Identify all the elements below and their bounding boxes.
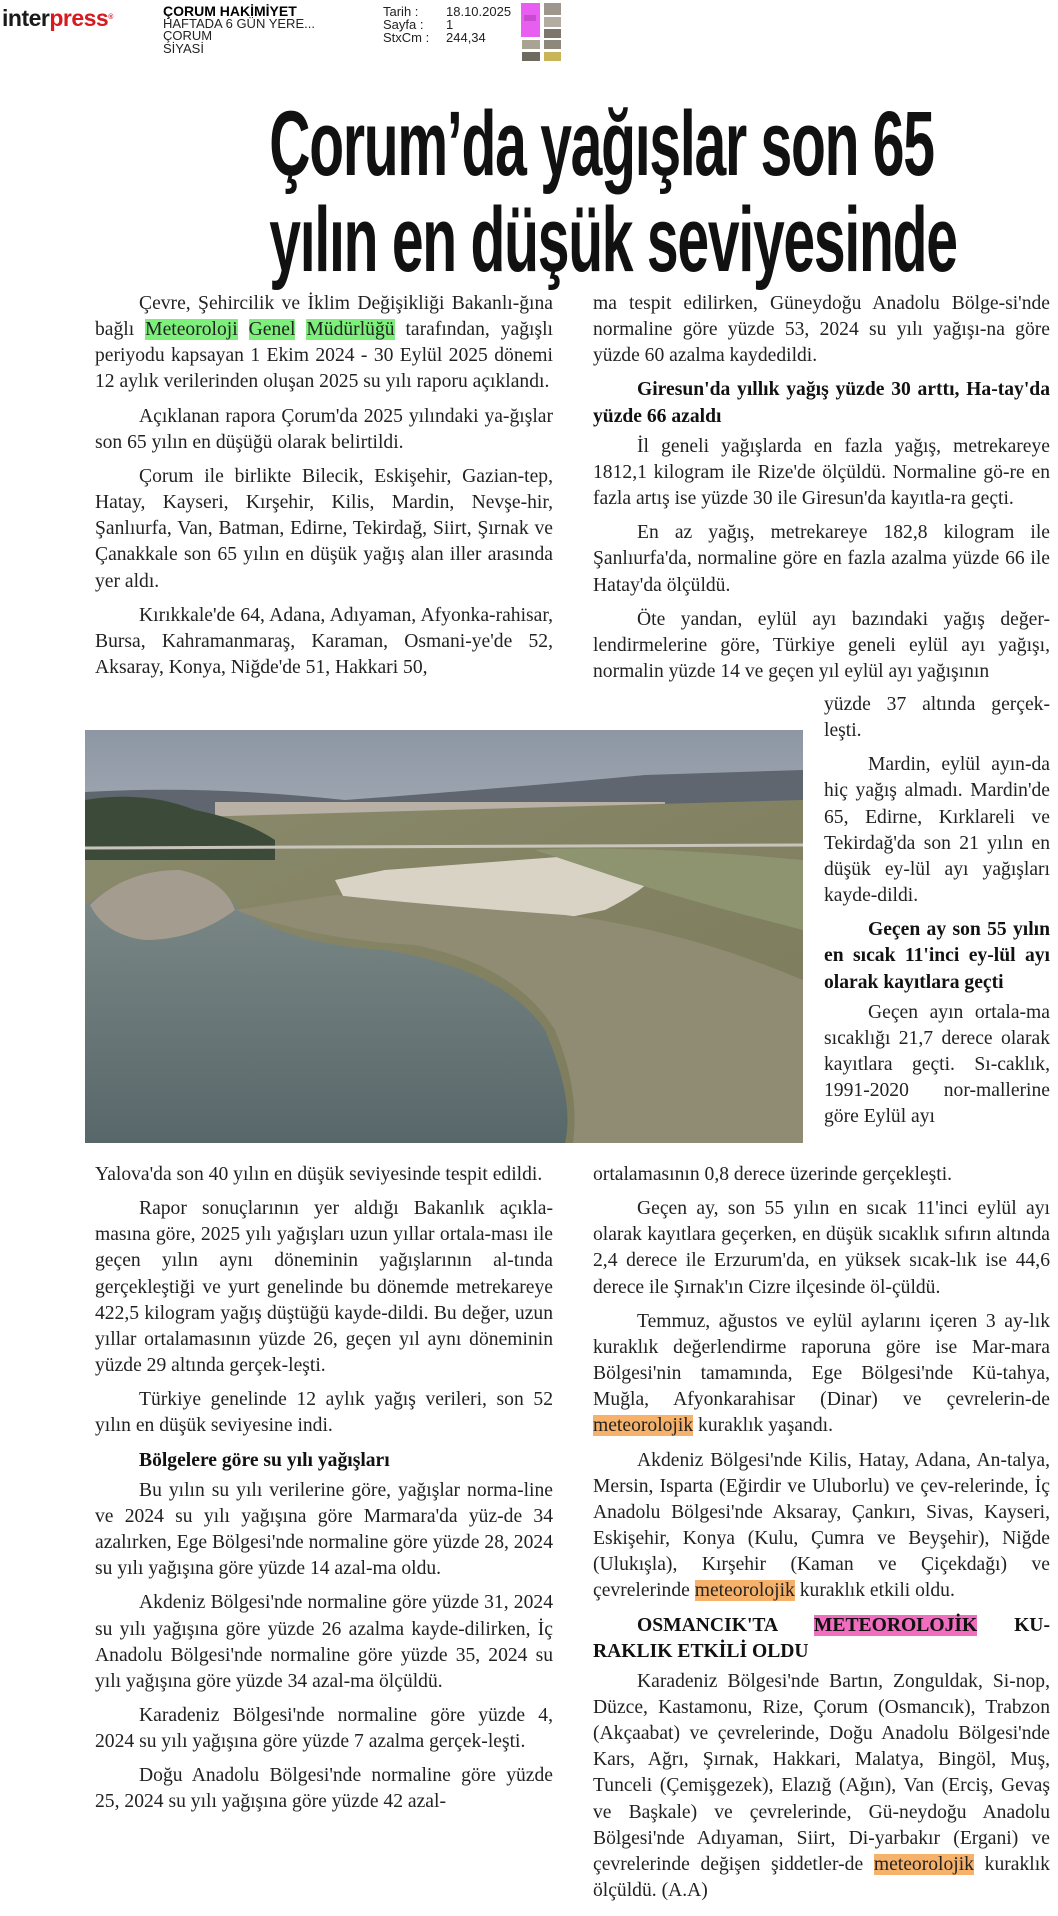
highlight-term: meteorolojik (873, 1853, 974, 1875)
clipping-header (0, 0, 1058, 66)
paragraph: Geçen ayın ortala-ma sıcaklığı 21,7 derece olarak kayıtlara geçti. Sı-caklık, 1991-2020 nor-mallerine göre Eylül ayı (824, 1001, 1050, 1128)
article-headline (85, 93, 1055, 291)
thumbnail-photo (522, 52, 540, 61)
left-column-top (95, 291, 553, 689)
meta-label: Sayfa : (383, 17, 424, 32)
subheading: Giresun'da yıllık yağış yüzde 30 arttı, Ha-tay'da yüzde 66 azaldı (593, 379, 1050, 427)
meta-label: StxCm : (383, 30, 430, 45)
paragraph: Açıklanan rapora Çorum'da 2025 yılındaki ya-ğışlar son 65 yılın en düşüğü olarak belirtildi. (95, 405, 553, 453)
paragraph: En az yağış, metrekareye 182,8 kilogram ile Şanlıurfa'da, normaline göre en fazla azalma yüzde 66 ile Hatay'da ölçüldü. (593, 522, 1050, 596)
headline-line-2: yılın en düşük seviyesinde (269, 189, 957, 291)
thumbnail-photo (522, 40, 540, 49)
subheading: Bölgelere göre su yılı yağışları (139, 1449, 390, 1471)
text-run: Çevre, Şehircilik ve İklim Değişikliği Bakanlı-ğına bağlı (95, 293, 553, 341)
subheading: Geçen ay son 55 yılın en sıcak 11'inci ey-lül ayı olarak kayıtlara geçti (824, 919, 1050, 993)
meta-value: 18.10.2025 (446, 4, 512, 19)
meta-value: 1 (446, 17, 454, 32)
publication-info (163, 5, 315, 55)
text-run: kuraklık ölçüldü. (A.A) (593, 1853, 1050, 1902)
article-photo (85, 730, 803, 1143)
thumbnail-photo (544, 40, 561, 49)
highlight-term: Meteoroloji (145, 319, 238, 341)
highlight-term: meteorolojik (593, 1415, 694, 1437)
clipping-meta (383, 5, 511, 44)
text-run: KU-RAKLIK ETKİLİ OLDU (593, 1614, 1050, 1662)
meta-value: 244,34 (446, 30, 486, 45)
paragraph: Karadeniz Bölgesi'nde normaline göre yüzde 4, 2024 su yılı yağışına göre yüzde 7 azalma gerçek-leşti. (95, 1704, 553, 1753)
subheading (593, 1613, 1050, 1665)
highlight-term: meteorolojik (694, 1580, 795, 1602)
meta-label: Tarih : (383, 4, 419, 19)
paragraph: Öte yandan, eylül ayı bazındaki yağış değer-lendirmelerine göre, Türkiye geneli eylül ayı yağışı, normalin yüzde 14 ve geçen yıl eylül ayı yağışının (593, 608, 1050, 683)
logo-part-press: press (49, 5, 109, 31)
highlight-term: Müdürlüğü (306, 319, 395, 341)
thumbnail-photo (544, 52, 561, 61)
publication-category: SİYASİ (163, 40, 204, 56)
paragraph (593, 1669, 1050, 1904)
page-thumbnail[interactable] (521, 3, 563, 61)
paragraph: yüzde 37 altında gerçek-leşti. (824, 694, 1050, 742)
highlight-term: Genel (248, 319, 296, 341)
paragraph: Bu yılın su yılı verilerine göre, yağışlar norma-line ve 2024 su yılı yağışına göre Marmara'da yüz-de 34 azalırken, Ege Bölgesi'nde normaline göre yüzde 28, 2024 su yılı yağışına göre yüzde 14 azal-ma oldu. (95, 1479, 553, 1580)
paragraph: Geçen ay, son 55 yılın en sıcak 11'inci eylül ayı olarak kayıtlara geçerken, en düşük sıcaklık sıfırın altında 2,4 derece ile Erzurum'da, en yüksek sıcak-lık ise 44,6 derece ile Şırnak'ın Cizre ilçesinde öl-çüldü. (593, 1198, 1050, 1298)
reservoir-photo-illustration (85, 730, 803, 1143)
page-thumbnail-highlight (521, 3, 540, 37)
right-column-narrow (824, 692, 1050, 1131)
text-run: kuraklık yaşandı. (693, 1415, 833, 1437)
text-run: OSMANCIK'TA (637, 1614, 814, 1636)
paragraph: Çorum ile birlikte Bilecik, Eskişehir, Gazian-tep, Hatay, Kayseri, Kırşehir, Kilis, Mardin, Nevşe-hir, Şanlıurfa, Van, Batman, Edirne, Tekirdağ, Siirt, Şırnak ve Çanakkale son 65 yılın en düşük yağış alan iller arasında yer aldı. (95, 465, 553, 592)
text-run: Karadeniz Bölgesi'nde Bartın, Zonguldak, Si-nop, Düzce, Kastamonu, Rize, Çorum (Osmancık), Trabzon (Akçaabat) ve çevrelerinde, Doğu Anadolu Bölgesi'nde Kars, Ağrı, Şırnak, Hakkari, Malatya, Bingöl, Muş, Tunceli (Çemişgezek), Elazığ (Ağın), Van (Erciş, Gevaş ve Başkale) ve çevrelerinde, Gü-neydoğu Anadolu Bölgesi'nde Adıyaman, Siirt, Di-yarbakır (Ergani) ve çevrelerinde değişen şiddetler-de (593, 1670, 1050, 1875)
paragraph: Mardin, eylül ayın-da hiç yağış almadı. Mardin'de 65, Edirne, Kırklareli ve Tekirdağ'da son 21 yılın en düşük ey-lül ayı yağışları kayde-dildi. (824, 754, 1050, 907)
text-run: tarafından, yağışlı periyodu kapsayan 1 Ekim 2024 - 30 Eylül 2025 dönemi 12 aylık verilerinden oluşan 2025 su yılı raporu açıklandı. (95, 319, 553, 393)
right-column-top (593, 291, 1050, 685)
registered-mark: ® (108, 14, 113, 21)
thumbnail-photo (544, 3, 561, 15)
paragraph: Rapor sonuçlarının yer aldığı Bakanlık açıkla-masına göre, 2025 yılı yağışları uzun yıllar ortala-ması ile geçen yılın aynı döneminin yağışlarının al-tında gerçekleştiği ve yurt genelinde bu dönemde metrekareye 422,5 kilogram yağış düştüğü kayde-dildi. Bu değer, uzun yıllar ortalamasının yüzde 26, geçen yıl aynı döneminin yüzde 29 altında gerçek-leşti. (95, 1198, 553, 1377)
paragraph: ortalamasının 0,8 derece üzerinde gerçekleşti. (593, 1164, 953, 1185)
text-run: kuraklık etkili oldu. (794, 1580, 955, 1602)
paragraph: Kırıkkale'de 64, Adana, Adıyaman, Afyonka-rahisar, Bursa, Kahramanmaraş, Karaman, Osmani-ye'de 52, Aksaray, Konya, Niğde'de 51, Hakkari 50, (95, 604, 553, 679)
paragraph (95, 291, 553, 396)
paragraph: İl geneli yağışlarda en fazla yağış, metrekareye 1812,1 kilogram ile Rize'de ölçüldü. Normaline gö-re en fazla artış ise yüzde 30 ile Giresun'da kayıtla-ra geçti. (593, 435, 1050, 510)
paragraph: Akdeniz Bölgesi'nde normaline göre yüzde 31, 2024 su yılı yağışına göre yüzde 26 azalma kayde-dilirken, İç Anadolu Bölgesi'nde normaline göre yüzde 35, 2024 su yılı yağışına göre yüzde 34 azal-ma ölçüldü. (95, 1592, 553, 1692)
publication-name: ÇORUM HAKİMİYET (163, 3, 297, 19)
paragraph: Türkiye genelinde 12 aylık yağış verileri, son 52 yılın en düşük seviyesine indi. (95, 1389, 553, 1437)
highlight-term: METEOROLOJİK (813, 1614, 978, 1636)
thumbnail-photo (544, 17, 561, 27)
paragraph (593, 1309, 1050, 1440)
thumbnail-photo (544, 29, 561, 38)
publication-city: ÇORUM (163, 28, 213, 43)
interpress-logo (2, 6, 113, 30)
publication-frequency: HAFTADA 6 GÜN YERE... (163, 15, 315, 31)
paragraph (593, 1448, 1050, 1605)
paragraph: Yalova'da son 40 yılın en düşük seviyesinde tespit edildi. (95, 1164, 543, 1185)
right-column-bottom (593, 1162, 1050, 1912)
left-column-bottom (95, 1162, 553, 1824)
paragraph: Doğu Anadolu Bölgesi'nde normaline göre yüzde 25, 2024 su yılı yağışına göre yüzde 42 azal- (95, 1765, 553, 1813)
paragraph: ma tespit edilirken, Güneydoğu Anadolu Bölge-si'nde normaline göre yüzde 53, 2024 su yılı yağışı-na göre yüzde 60 azalma kaydedildi. (593, 293, 1050, 367)
text-run: Akdeniz Bölgesi'nde Kilis, Hatay, Adana, An-talya, Mersin, Isparta (Eğirdir ve Uluborlu) ve çev-relerinde, İç Anadolu Bölgesi'nde Aksaray, Çankırı, Sivas, Kayseri, Eskişehir, Konya (Kulu, Çumra ve Beyşehir), Niğde (Ulukışla), Kırşehir (Kaman ve Çiçekdağı) ve çevrelerinde (593, 1449, 1050, 1602)
logo-part-inter: inter (2, 5, 50, 31)
meta-stxcm (383, 31, 511, 44)
headline-line-1: Çorum’da yağışlar son 65 (269, 93, 934, 195)
text-run: Temmuz, ağustos ve eylül aylarını içeren 3 ay-lık kuraklık değerlendirme raporuna göre ise Mar-mara Bölgesi'nin tamamında, Ege Bölgesi'nde Kü-tahya, Muğla, Afyonkarahisar (Dinar) ve çevrelerin-de (593, 1310, 1050, 1411)
